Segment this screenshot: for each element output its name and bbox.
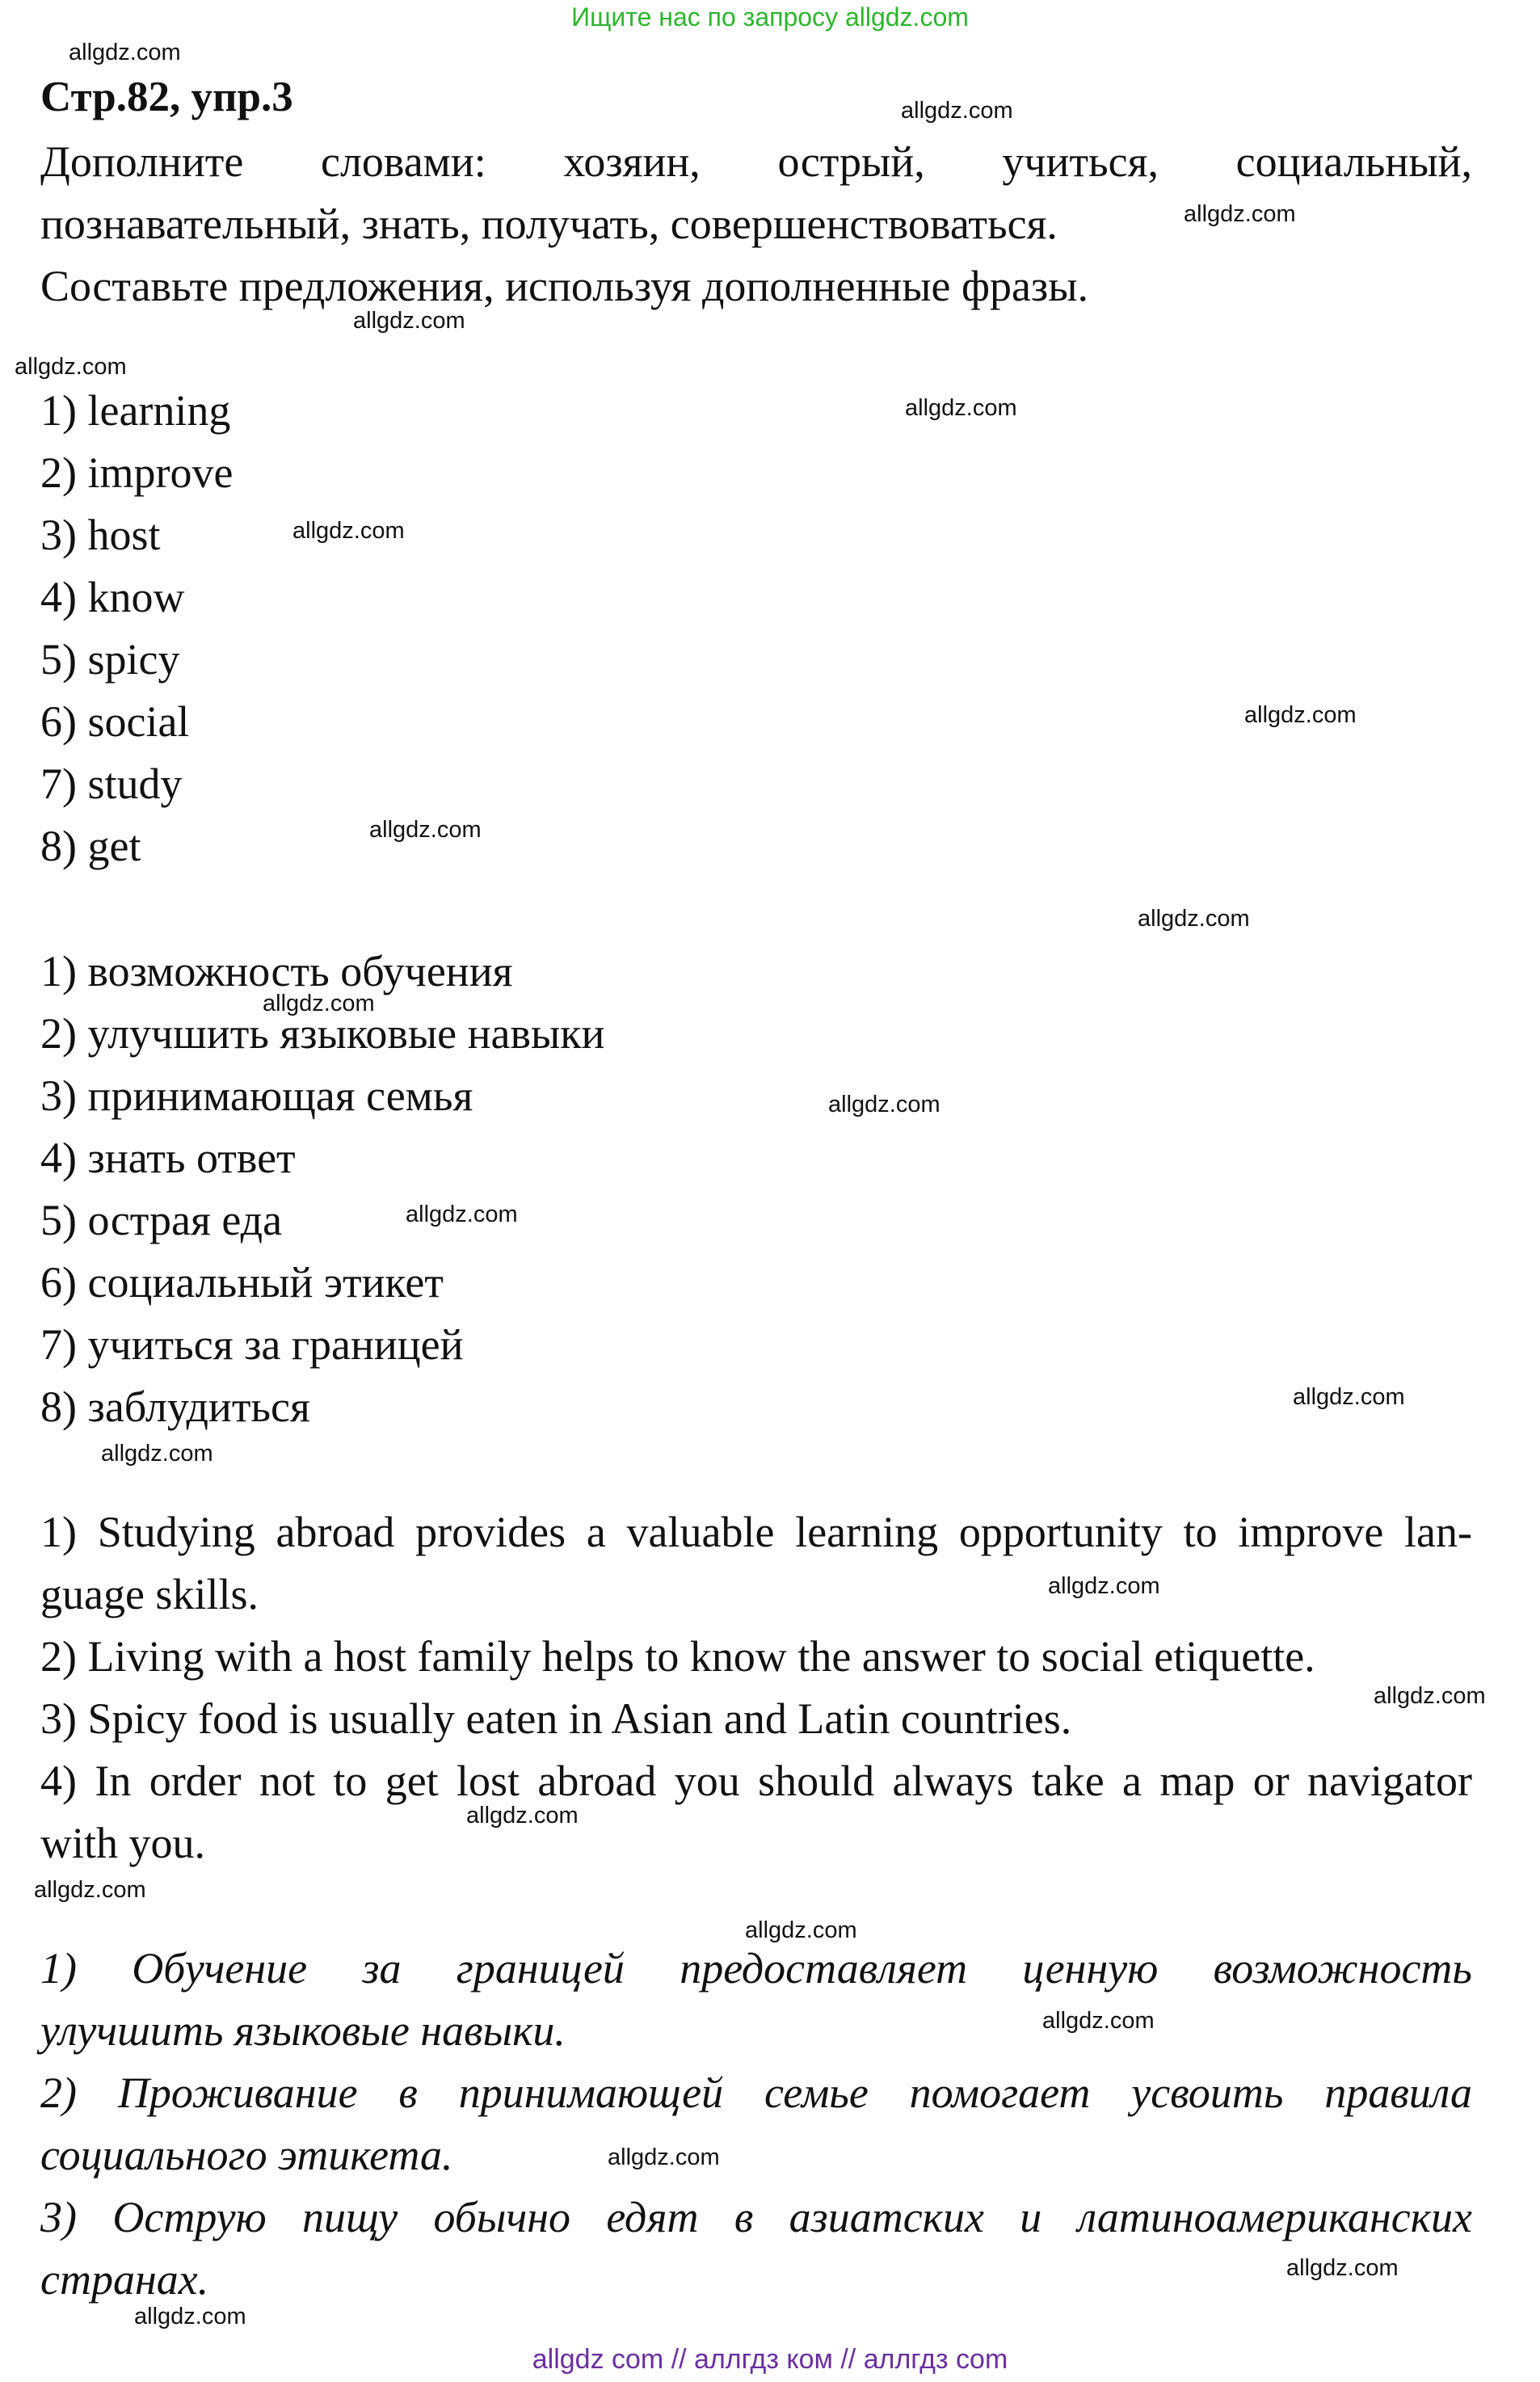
watermark: allgdz.com bbox=[608, 2144, 720, 2170]
list-item: 5) острая еда bbox=[40, 1196, 283, 1244]
russian-sentence-1: 1) Обучение за границей предоставляет ценную возможность bbox=[40, 1944, 1472, 1993]
watermark: allgdz.com bbox=[1293, 1384, 1405, 1410]
english-sentence-3: 3) Spicy food is usually eaten in Asian and Latin countries. bbox=[40, 1694, 1072, 1743]
russian-sentence-3: 3) Острую пищу обычно едят в азиатских и латиноамериканских bbox=[40, 2193, 1472, 2241]
list-item: 4) know bbox=[40, 573, 185, 621]
watermark: allgdz.com bbox=[1048, 1573, 1160, 1599]
watermark: allgdz.com bbox=[1244, 702, 1357, 728]
english-sentence-2: 2) Living with a host family helps to know the answer to social etiquette. bbox=[40, 1632, 1315, 1681]
english-sentence-1: 1) Studying abroad provides a valuable learning opportunity to improve lan- bbox=[40, 1508, 1472, 1556]
russian-sentence-2-cont: социального этикета. bbox=[40, 2131, 453, 2179]
list-item: 4) знать ответ bbox=[40, 1134, 296, 1182]
list-item: 3) host bbox=[40, 511, 161, 559]
watermark: allgdz.com bbox=[406, 1202, 518, 1227]
english-sentence-1-cont: guage skills. bbox=[40, 1570, 259, 1618]
list-item: 2) улучшить языковые навыки bbox=[40, 1009, 605, 1058]
russian-sentence-2: 2) Проживание в принимающей семье помогает усвоить правила bbox=[40, 2068, 1472, 2117]
watermark: allgdz.com bbox=[101, 1441, 213, 1467]
watermark: allgdz.com bbox=[353, 308, 465, 334]
footer-links: allgdz com // аллгдз ком // аллгдз com bbox=[532, 2344, 1008, 2375]
watermark: allgdz.com bbox=[69, 40, 181, 65]
russian-sentence-3-cont: странах. bbox=[40, 2255, 209, 2304]
watermark: allgdz.com bbox=[34, 1877, 146, 1903]
page-title: Стр.82, упр.3 bbox=[40, 74, 293, 120]
watermark: allgdz.com bbox=[369, 817, 482, 843]
search-banner: Ищите нас по запросу allgdz.com bbox=[571, 2, 969, 32]
english-sentence-4-cont: with you. bbox=[40, 1819, 206, 1867]
english-sentence-4: 4) In order not to get lost abroad you should always take a map or navigator bbox=[40, 1757, 1472, 1805]
list-item: 1) learning bbox=[40, 386, 231, 435]
list-item: 7) учиться за границей bbox=[40, 1320, 464, 1369]
watermark: allgdz.com bbox=[745, 1917, 857, 1943]
watermark: allgdz.com bbox=[1374, 1683, 1486, 1709]
watermark: allgdz.com bbox=[1286, 2255, 1399, 2281]
watermark: allgdz.com bbox=[15, 354, 127, 380]
watermark: allgdz.com bbox=[901, 98, 1013, 124]
watermark: allgdz.com bbox=[263, 991, 375, 1016]
russian-sentence-1-cont: улучшить языковые навыки. bbox=[40, 2006, 566, 2055]
list-item: 2) improve bbox=[40, 448, 234, 497]
watermark: allgdz.com bbox=[828, 1092, 940, 1117]
watermark: allgdz.com bbox=[1184, 201, 1296, 227]
list-item: 8) заблудиться bbox=[40, 1382, 310, 1431]
list-item: 1) возможность обучения bbox=[40, 947, 513, 995]
watermark: allgdz.com bbox=[466, 1803, 579, 1829]
task-line-2: познавательный, знать, получать, совершенствоваться. bbox=[40, 200, 1058, 248]
list-item: 5) spicy bbox=[40, 635, 180, 684]
list-item: 8) get bbox=[40, 822, 141, 870]
watermark: allgdz.com bbox=[134, 2304, 246, 2329]
watermark: allgdz.com bbox=[292, 518, 405, 544]
list-item: 6) социальный этикет bbox=[40, 1258, 444, 1307]
watermark: allgdz.com bbox=[1042, 2008, 1155, 2034]
watermark: allgdz.com bbox=[1138, 906, 1250, 932]
list-item: 7) study bbox=[40, 760, 183, 808]
list-item: 3) принимающая семья bbox=[40, 1071, 473, 1120]
task-line-3: Составьте предложения, используя дополненные фразы. bbox=[40, 262, 1089, 310]
list-item: 6) social bbox=[40, 697, 190, 746]
watermark: allgdz.com bbox=[905, 395, 1017, 421]
task-line-1: Дополните словами: хозяин, острый, учиться, социальный, bbox=[40, 137, 1472, 186]
